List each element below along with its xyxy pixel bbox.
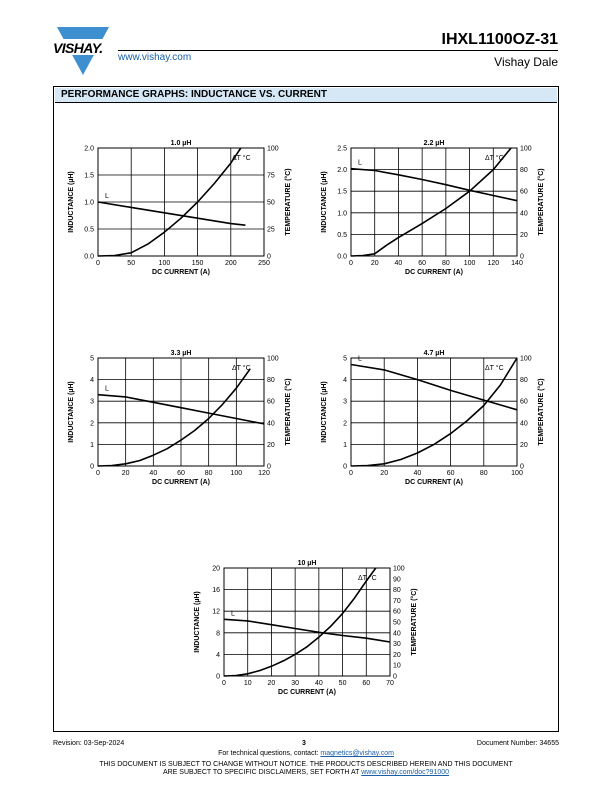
x-tick-label: 20	[121, 470, 130, 477]
y2-axis-label: TEMPERATURE (°C)	[285, 378, 292, 446]
x-tick-label: 40	[394, 260, 403, 267]
x-tick-label: 100	[511, 470, 523, 477]
y2-tick-label: 100	[267, 145, 279, 153]
plot-frame	[224, 568, 390, 676]
y-tick-label: 5	[90, 355, 94, 363]
website-link[interactable]: www.vishay.com	[118, 52, 192, 63]
plot-frame	[351, 358, 517, 466]
logo-wordmark: VISHAY.	[53, 40, 103, 56]
y-tick-label: 4	[90, 377, 94, 385]
x-tick-label: 0	[96, 470, 100, 477]
y2-tick-label: 75	[267, 172, 275, 180]
y-axis-label: INDUCTANCE (µH)	[68, 381, 75, 443]
y-tick-label: 0.5	[337, 231, 347, 239]
x-tick-label: 50	[127, 260, 136, 267]
y2-tick-label: 100	[520, 145, 532, 153]
y-axis-label: INDUCTANCE (µH)	[321, 171, 328, 233]
x-tick-label: 100	[230, 470, 243, 477]
graph-3-3uh	[60, 346, 300, 496]
temperature-curve	[351, 358, 517, 466]
inductance-curve	[98, 202, 245, 225]
y2-tick-label: 40	[267, 420, 275, 428]
x-tick-label: 60	[418, 260, 427, 267]
y-tick-label: 0.0	[84, 253, 94, 261]
x-tick-label: 20	[267, 680, 276, 687]
section-title: PERFORMANCE GRAPHS: INDUCTANCE VS. CURRENT	[61, 89, 327, 100]
y-tick-label: 4	[216, 651, 220, 659]
temperature-curve-label: ΔT °C	[232, 365, 251, 372]
x-tick-label: 120	[487, 260, 500, 267]
y-tick-label: 3	[343, 398, 347, 406]
x-tick-label: 80	[479, 470, 488, 477]
y-tick-label: 16	[212, 587, 220, 595]
y2-tick-label: 20	[520, 441, 528, 449]
disclaimer-link[interactable]: www.vishay.com/doc?91000	[361, 769, 450, 776]
y2-tick-label: 80	[520, 167, 528, 175]
y-tick-label: 0.5	[84, 226, 94, 234]
y-tick-label: 3	[90, 398, 94, 406]
y2-tick-label: 20	[393, 651, 401, 659]
y-tick-label: 0.0	[337, 253, 347, 261]
y-tick-label: 2	[343, 420, 347, 428]
x-tick-label: 50	[338, 680, 347, 687]
x-tick-label: 200	[224, 260, 237, 267]
temperature-curve-label: ΔT °C	[232, 155, 251, 162]
x-axis-label: DC CURRENT (A)	[405, 269, 463, 276]
y2-tick-label: 80	[267, 377, 275, 385]
graph-4-7uh	[313, 346, 553, 496]
y2-tick-label: 0	[393, 673, 397, 681]
x-tick-label: 40	[413, 470, 422, 477]
y2-tick-label: 100	[267, 355, 279, 363]
inductance-curve-label: L	[105, 193, 109, 200]
y2-tick-label: 10	[393, 662, 401, 670]
graph-10uh	[186, 556, 426, 706]
y-axis-label: INDUCTANCE (µH)	[321, 381, 328, 443]
y2-tick-label: 0	[267, 253, 271, 261]
y2-axis-label: TEMPERATURE (°C)	[538, 378, 545, 446]
x-tick-label: 70	[386, 680, 394, 687]
contact-email-link[interactable]: magnetics@vishay.com	[320, 750, 394, 757]
section-header	[55, 88, 557, 103]
x-tick-label: 250	[258, 260, 270, 267]
y-tick-label: 8	[216, 630, 220, 638]
y-tick-label: 2.0	[84, 145, 94, 153]
y2-tick-label: 60	[520, 398, 528, 406]
y-tick-label: 1.5	[84, 172, 94, 180]
revision-date: Revision: 03-Sep-2024	[53, 740, 125, 747]
x-tick-label: 40	[149, 470, 158, 477]
y2-tick-label: 60	[267, 398, 275, 406]
y2-tick-label: 50	[393, 619, 401, 627]
graph-title: 2.2 µH	[423, 140, 445, 147]
y-tick-label: 0	[343, 463, 347, 471]
inductance-curve	[224, 619, 390, 642]
y2-tick-label: 0	[520, 463, 524, 471]
y-tick-label: 1	[90, 441, 94, 449]
x-tick-label: 60	[446, 470, 455, 477]
inductance-curve-label: L	[358, 159, 362, 167]
graph-2-2uh	[313, 136, 553, 286]
inductance-curve-label: L	[231, 610, 235, 618]
y2-tick-label: 100	[520, 355, 532, 363]
graph-1-0uh	[60, 136, 300, 286]
contact-prefix: For technical questions, contact:	[218, 750, 319, 757]
x-axis-label: DC CURRENT (A)	[152, 479, 210, 486]
x-tick-label: 120	[258, 470, 270, 477]
x-tick-label: 20	[380, 470, 389, 477]
x-tick-label: 0	[96, 260, 100, 267]
x-axis-label: DC CURRENT (A)	[152, 269, 210, 276]
disclaimer	[0, 761, 612, 777]
disclaimer-line-2	[0, 769, 612, 777]
part-number: IHXL1100OZ-31	[441, 31, 558, 48]
y2-tick-label: 40	[393, 630, 401, 638]
y2-tick-label: 50	[267, 199, 275, 207]
y-tick-label: 0	[90, 463, 94, 471]
temperature-curve-label: ΔT °C	[358, 575, 377, 582]
y-tick-label: 1.0	[337, 210, 347, 218]
x-tick-label: 80	[204, 470, 213, 477]
y2-tick-label: 25	[267, 226, 275, 234]
inductance-curve-label: L	[358, 355, 362, 363]
y2-tick-label: 60	[520, 188, 528, 196]
y-tick-label: 0	[216, 673, 220, 681]
y2-tick-label: 20	[520, 231, 528, 239]
y2-tick-label: 20	[267, 441, 275, 449]
y-tick-label: 12	[212, 608, 220, 616]
y-tick-label: 5	[343, 355, 347, 363]
y-tick-label: 2.0	[337, 167, 347, 175]
inductance-curve	[351, 169, 517, 201]
y2-tick-label: 80	[393, 587, 401, 595]
graph-title: 10 µH	[297, 560, 317, 567]
graph-title: 1.0 µH	[170, 140, 192, 147]
x-tick-label: 40	[314, 680, 323, 687]
x-tick-label: 60	[362, 680, 371, 687]
y-tick-label: 4	[343, 377, 347, 385]
temperature-curve-label: ΔT °C	[485, 365, 504, 372]
y-tick-label: 1.0	[84, 199, 94, 207]
y2-tick-label: 40	[520, 420, 528, 428]
y2-tick-label: 0	[520, 253, 524, 261]
vishay-logo	[53, 27, 113, 75]
y-tick-label: 2	[90, 420, 94, 428]
x-tick-label: 100	[158, 260, 171, 267]
graph-title: 3.3 µH	[170, 350, 192, 357]
plot-frame	[351, 148, 517, 256]
y-tick-label: 1	[343, 441, 347, 449]
page-number: 3	[302, 740, 306, 747]
y2-tick-label: 90	[393, 576, 401, 584]
disclaimer-line-1: THIS DOCUMENT IS SUBJECT TO CHANGE WITHOUT NOTICE. THE PRODUCTS DESCRIBED HEREIN AND THIS DOCUMENT	[99, 761, 513, 768]
header-divider	[118, 50, 558, 51]
x-tick-label: 0	[222, 680, 226, 687]
x-tick-label: 60	[177, 470, 185, 477]
x-tick-label: 80	[441, 260, 450, 267]
document-number: Document Number: 34655	[476, 740, 559, 747]
y-tick-label: 1.5	[337, 188, 347, 196]
graph-title: 4.7 µH	[423, 350, 445, 357]
inductance-curve-label: L	[105, 385, 109, 393]
temperature-curve	[224, 568, 376, 676]
x-tick-label: 0	[349, 470, 353, 477]
y2-tick-label: 40	[520, 210, 528, 218]
y-tick-label: 20	[212, 565, 220, 573]
x-tick-label: 0	[349, 260, 353, 267]
y2-axis-label: TEMPERATURE (°C)	[285, 168, 292, 236]
x-tick-label: 30	[291, 680, 300, 687]
y2-tick-label: 30	[393, 641, 401, 649]
y2-tick-label: 0	[267, 463, 271, 471]
x-tick-label: 150	[191, 260, 204, 267]
x-axis-label: DC CURRENT (A)	[278, 689, 336, 696]
disclaimer-line-2-text: ARE SUBJECT TO SPECIFIC DISCLAIMERS, SET FORTH AT	[162, 769, 360, 776]
temperature-curve-label: ΔT °C	[485, 155, 504, 162]
y2-axis-label: TEMPERATURE (°C)	[538, 168, 545, 236]
x-tick-label: 10	[243, 680, 252, 687]
y2-tick-label: 100	[393, 565, 405, 573]
y-axis-label: INDUCTANCE (µH)	[194, 591, 201, 653]
x-tick-label: 20	[370, 260, 379, 267]
y-tick-label: 2.5	[337, 145, 347, 153]
y-axis-label: INDUCTANCE (µH)	[68, 171, 75, 233]
x-tick-label: 100	[463, 260, 476, 267]
y2-tick-label: 80	[520, 377, 528, 385]
y2-tick-label: 70	[393, 597, 401, 605]
y2-tick-label: 60	[393, 608, 401, 616]
contact-line	[0, 750, 612, 757]
x-axis-label: DC CURRENT (A)	[405, 479, 463, 486]
y2-axis-label: TEMPERATURE (°C)	[411, 588, 418, 656]
x-tick-label: 140	[511, 260, 523, 267]
company-name: Vishay Dale	[494, 55, 558, 69]
